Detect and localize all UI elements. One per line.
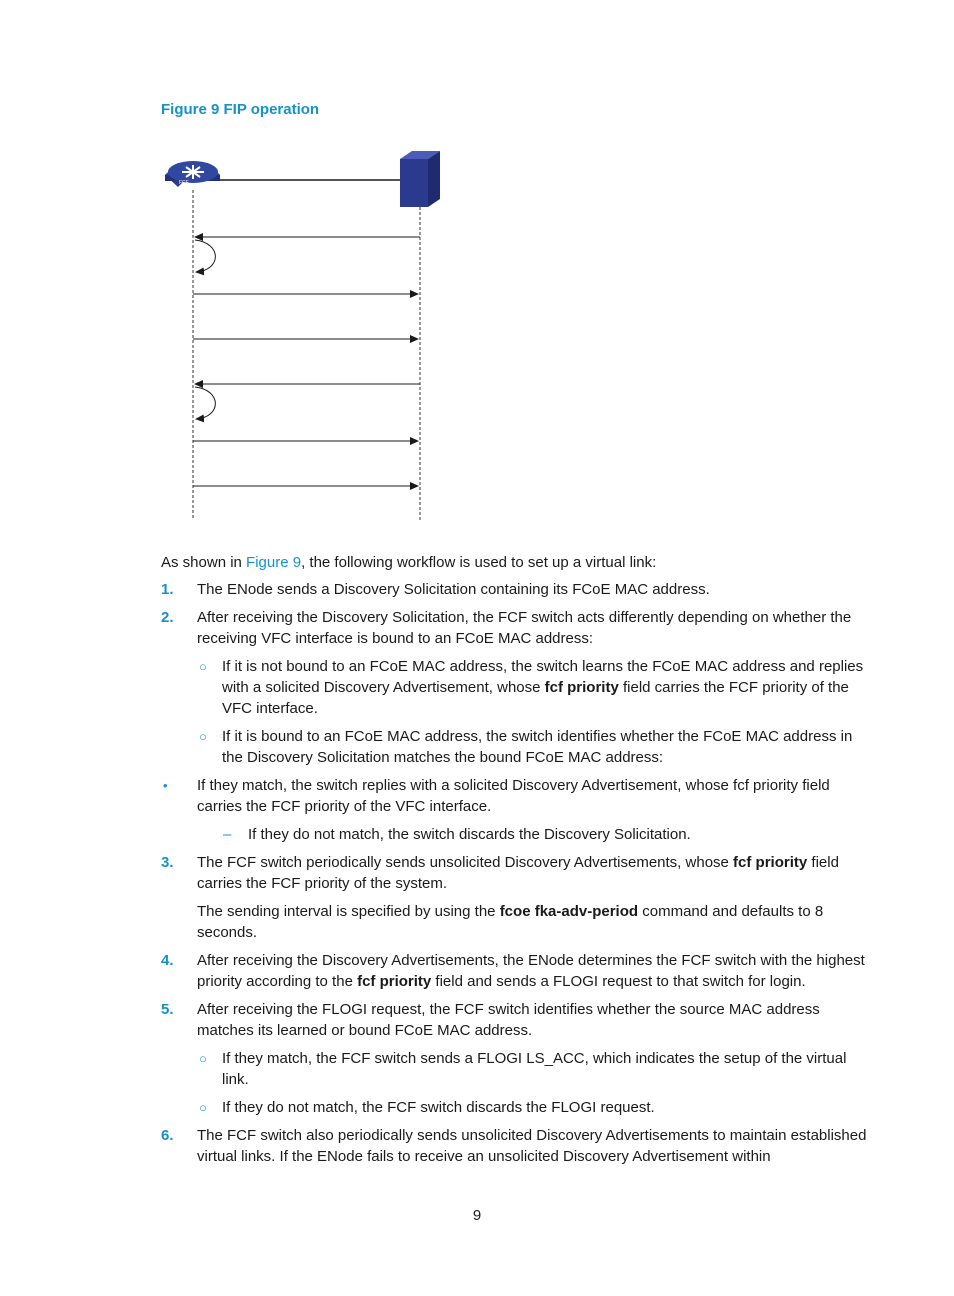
step-number: 6.	[161, 1127, 174, 1144]
step-3-note	[197, 901, 867, 943]
step-5	[161, 999, 867, 1041]
step-2-nomatch	[223, 824, 867, 845]
step-text: The FCF switch also periodically sends unsolicited Discovery Advertisements to maintain established virtual links. If the ENode fails to receive an unsolicited Discovery Advertisement within	[197, 1127, 867, 1165]
keyword: fcf priority	[733, 854, 808, 871]
step-2	[161, 607, 867, 649]
keyword: fcf priority	[544, 679, 619, 696]
command-keyword: fcoe fka-adv-period	[499, 903, 639, 920]
step-number: 5.	[161, 1001, 174, 1018]
intro-paragraph	[161, 552, 656, 573]
step-number: 4.	[161, 952, 174, 969]
text-part: After receiving the Discovery Advertisements, the ENode determines the FCF switch with the highest priority according to the	[197, 952, 865, 990]
step-number: 1.	[161, 581, 174, 598]
workflow-list	[161, 579, 867, 1174]
step-4	[161, 950, 867, 992]
intro-text-end: , the following workflow is used to set up a virtual link:	[301, 554, 657, 571]
text-part: The sending interval is specified by using the	[197, 903, 500, 920]
dot-bullet-icon: •	[163, 778, 168, 793]
sub-text	[222, 656, 867, 719]
figure-caption: Figure 9 FIP operation	[161, 101, 320, 118]
step-3	[161, 852, 867, 894]
step-2-sub-b	[197, 726, 867, 768]
page-number: 9	[472, 1207, 482, 1224]
text-part: field carries the FCF priority of the VFC interface.	[222, 679, 849, 717]
text-part: If it is not bound to an FCoE MAC address, the switch learns the FCoE MAC address and replies with a solicited Discovery Advertisement, whose	[222, 658, 864, 696]
enode-server-icon	[400, 151, 440, 207]
step-5-sub-b	[197, 1097, 867, 1118]
step-1	[161, 579, 867, 600]
circle-bullet-icon: ○	[199, 729, 207, 744]
sub-text: If they do not match, the switch discards the Discovery Solicitation.	[248, 826, 691, 843]
circle-bullet-icon: ○	[199, 659, 207, 674]
step-2-match	[161, 775, 867, 817]
text-part: command and defaults to 8 seconds.	[197, 903, 824, 941]
step-number: 2.	[161, 609, 174, 626]
keyword: fcf priority	[357, 973, 432, 990]
figure-link[interactable]: Figure 9	[246, 554, 302, 571]
self-process-arrow	[195, 240, 215, 272]
fcf-device-label: FCF	[179, 180, 189, 186]
text-part: The FCF switch periodically sends unsolicited Discovery Advertisements, whose	[197, 854, 734, 871]
step-text: After receiving the Discovery Solicitation, the FCF switch acts differently depending on whether the receiving VFC interface is bound to an FCoE MAC address:	[197, 609, 852, 647]
step-5-sub-a	[197, 1048, 867, 1090]
step-text	[197, 852, 867, 894]
sub-text: If they do not match, the FCF switch discards the FLOGI request.	[222, 1099, 655, 1116]
step-text: The ENode sends a Discovery Solicitation containing its FCoE MAC address.	[197, 581, 710, 598]
circle-bullet-icon: ○	[199, 1051, 207, 1066]
step-6	[161, 1125, 867, 1167]
dash-bullet-icon: –	[223, 826, 232, 843]
text-part: field and sends a FLOGI request to that switch for login.	[431, 973, 806, 990]
fip-sequence-diagram	[160, 145, 450, 525]
step-text: After receiving the FLOGI request, the FCF switch identifies whether the source MAC address matches its learned or bound FCoE MAC address.	[197, 1001, 820, 1039]
sub-text: If they match, the FCF switch sends a FLOGI LS_ACC, which indicates the setup of the virtual link.	[222, 1050, 847, 1088]
step-2-sub-a	[197, 656, 867, 719]
text-part: field carries the FCF priority of the system.	[197, 854, 839, 892]
self-process-arrow	[195, 387, 215, 419]
step-number: 3.	[161, 854, 174, 871]
fcf-switch-icon	[165, 161, 220, 187]
step-text	[197, 950, 867, 992]
sub-text: If it is bound to an FCoE MAC address, the switch identifies whether the FCoE MAC address in the Discovery Solicitation matches the bound FCoE MAC address:	[222, 728, 853, 766]
sub-text: If they match, the switch replies with a solicited Discovery Advertisement, whose fcf priority field carries the FCF priority of the VFC interface.	[197, 777, 830, 815]
intro-text: As shown in	[161, 554, 247, 571]
circle-bullet-icon: ○	[199, 1100, 207, 1115]
